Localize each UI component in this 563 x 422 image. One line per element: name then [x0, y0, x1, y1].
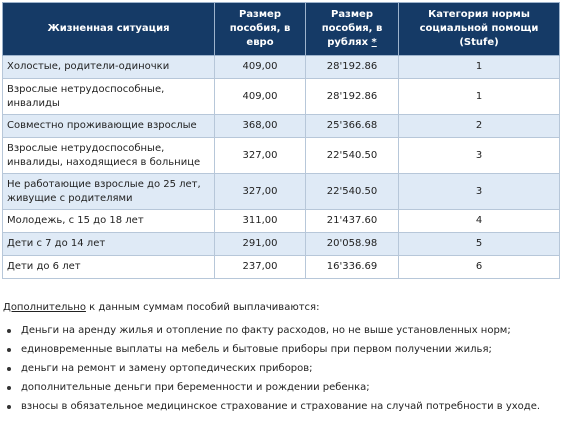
cell-eur: 311,00: [215, 210, 306, 233]
cell-category: 1: [399, 56, 560, 79]
cell-situation: Дети до 6 лет: [3, 256, 215, 279]
cell-category: 1: [399, 79, 560, 115]
cell-rub: 28'192.86: [306, 79, 399, 115]
cell-rub: 20'058.98: [306, 233, 399, 256]
cell-category: 3: [399, 138, 560, 174]
header-row: [3, 3, 560, 56]
cell-situation: Дети с 7 до 14 лет: [3, 233, 215, 256]
cell-situation: Молодежь, с 15 до 18 лет: [3, 210, 215, 233]
table-row: [3, 233, 560, 256]
cell-eur: 368,00: [215, 115, 306, 138]
header-category: Категория нормы социальной помощи (Stufe): [399, 3, 560, 56]
cell-situation: Холостые, родители-одиночки: [3, 56, 215, 79]
cell-category: 5: [399, 233, 560, 256]
cell-situation: Не работающие взрослые до 25 лет, живущие с родителями: [3, 174, 215, 210]
bullet-icon: [7, 386, 11, 390]
bullet-icon: [7, 329, 11, 333]
table-row: [3, 79, 560, 115]
list-item: [3, 359, 559, 378]
payments-list: [3, 321, 559, 416]
header-situation: Жизненная ситуация: [3, 3, 215, 56]
cell-rub: 22'540.50: [306, 138, 399, 174]
table-row: [3, 210, 560, 233]
table-header: [3, 3, 560, 56]
list-item-text: Деньги на аренду жилья и отопление по факту расходов, но не выше установленных норм;: [21, 325, 511, 336]
bullet-icon: [7, 367, 11, 371]
table-row: [3, 174, 560, 210]
header-rub-label: Размер пособия, в рублях: [321, 9, 383, 48]
list-item-text: единовременные выплаты на мебель и бытовые приборы при первом получении жилья;: [21, 344, 492, 355]
table-row: [3, 256, 560, 279]
cell-eur: 409,00: [215, 56, 306, 79]
cell-rub: 16'336.69: [306, 256, 399, 279]
cell-category: 3: [399, 174, 560, 210]
table-row: [3, 115, 560, 138]
cell-eur: 327,00: [215, 174, 306, 210]
table-row: [3, 56, 560, 79]
cell-situation: Совместно проживающие взрослые: [3, 115, 215, 138]
header-rub: [306, 3, 399, 56]
cell-rub: 22'540.50: [306, 174, 399, 210]
cell-eur: 291,00: [215, 233, 306, 256]
cell-category: 2: [399, 115, 560, 138]
cell-situation: Взрослые нетрудоспособные, инвалиды, находящиеся в больнице: [3, 138, 215, 174]
cell-situation: Взрослые нетрудоспособные, инвалиды: [3, 79, 215, 115]
cell-rub: 21'437.60: [306, 210, 399, 233]
cell-rub: 28'192.86: [306, 56, 399, 79]
header-eur: Размер пособия, в евро: [215, 3, 306, 56]
benefits-table: [2, 2, 560, 279]
list-item: [3, 397, 559, 416]
lead-rest: к данным суммам пособий выплачиваются:: [85, 302, 320, 313]
bullet-icon: [7, 348, 11, 352]
list-item-text: взносы в обязательное медицинское страхование и страхование на случай потребности в уходе.: [21, 401, 541, 412]
cell-rub: 25'366.68: [306, 115, 399, 138]
cell-eur: 327,00: [215, 138, 306, 174]
table-row: [3, 138, 560, 174]
cell-eur: 409,00: [215, 79, 306, 115]
list-item: [3, 378, 559, 397]
cell-eur: 237,00: [215, 256, 306, 279]
footnote-link[interactable]: *: [371, 37, 377, 48]
lead-underlined: Дополнительно: [3, 302, 86, 313]
cell-category: 4: [399, 210, 560, 233]
list-item-text: деньги на ремонт и замену ортопедических приборов;: [21, 363, 313, 374]
cell-category: 6: [399, 256, 560, 279]
additional-payments: [3, 301, 559, 416]
additional-payments-lead: [3, 301, 559, 315]
table-body: [3, 56, 560, 279]
bullet-icon: [7, 405, 11, 409]
list-item-text: дополнительные деньги при беременности и рождении ребенка;: [21, 382, 370, 393]
list-item: [3, 321, 559, 340]
list-item: [3, 340, 559, 359]
